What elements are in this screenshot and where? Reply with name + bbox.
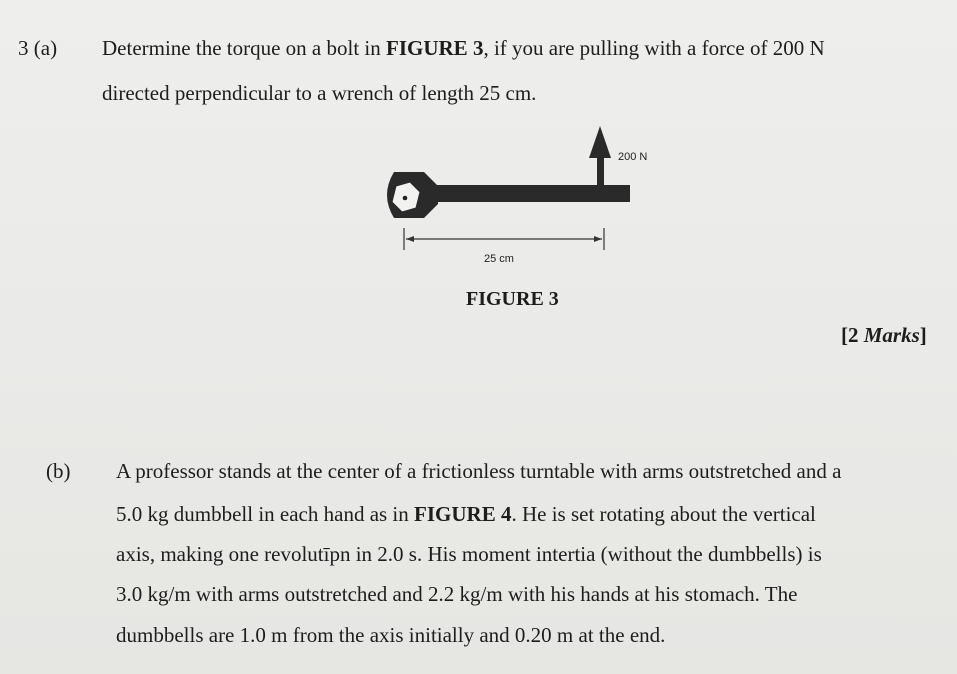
marks-close-bracket: ] [919,323,927,347]
question-b-text: 5.0 kg dumbbell in each hand as in [116,502,415,526]
length-arrow-right [594,236,602,242]
figure-3-caption: FIGURE 3 [466,288,559,310]
bolt-center-dot [403,196,408,201]
length-arrow-left [406,236,414,242]
question-b-text-end: . He is set rotating about the vertical [511,502,816,526]
marks-a [841,322,927,348]
question-a-line-2: directed perpendicular to a wrench of length 25 cm. [102,81,537,105]
marks-open-bracket: [ [841,323,848,347]
force-arrow-shaft [597,156,604,186]
marks-word: Marks [863,323,920,347]
force-arrowhead [589,126,611,158]
question-number-b: (b) [46,459,71,483]
figure-3-wrench-diagram [380,120,650,270]
wrench-handle [415,185,630,202]
force-label: 200 N [618,151,648,163]
question-a-line-1 [102,35,825,61]
question-a-text-end: , if you are pulling with a force of 200 N [483,36,825,60]
question-a-text: Determine the torque on a bolt in [102,36,387,60]
question-number-a: 3 (a) [18,36,58,60]
question-b-line-3: axis, making one revolutīpn in 2.0 s. His moment intertia (without the dumbbells) is [116,542,822,566]
figure-reference-4: FIGURE 4 [414,502,512,526]
question-b-line-5: dumbbells are 1.0 m from the axis initially and 0.20 m at the end. [116,623,666,647]
figure-reference-3: FIGURE 3 [386,36,484,60]
question-b-line-4: 3.0 kg/m with arms outstretched and 2.2 kg/m with his hands at his stomach. The [116,582,798,606]
length-label: 25 cm [484,253,514,265]
marks-value: 2 [848,323,864,347]
question-b-line-2 [116,501,816,527]
question-b-line-1: A professor stands at the center of a frictionless turntable with arms outstretched and a [116,459,842,483]
